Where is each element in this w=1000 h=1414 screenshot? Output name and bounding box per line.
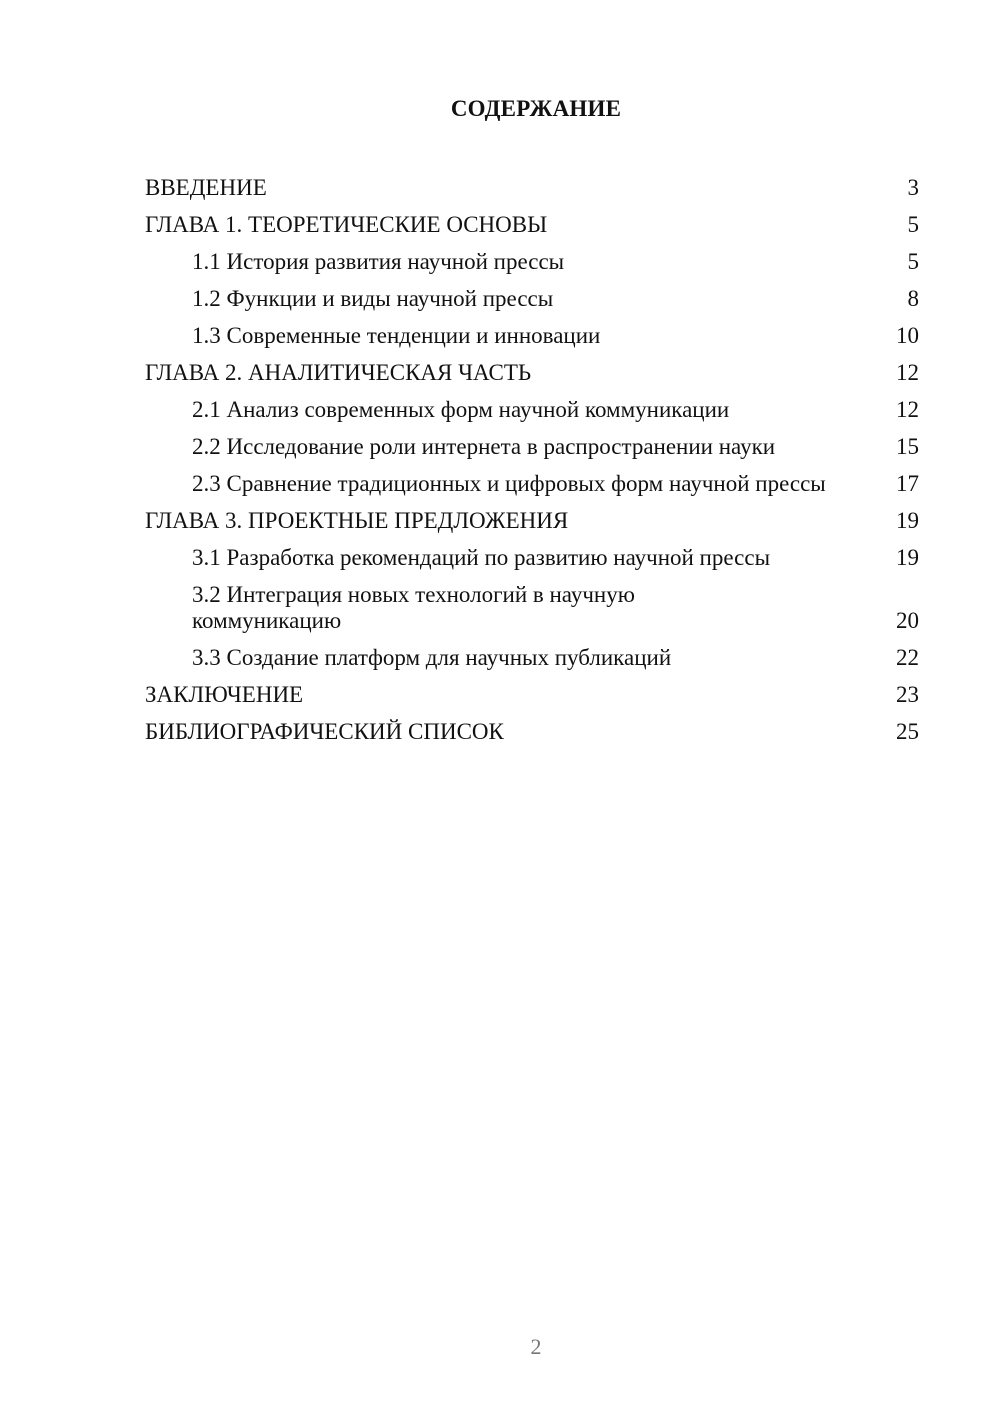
toc-entry-section-3-1[interactable] [145, 540, 919, 577]
toc-entry-chapter-3[interactable] [145, 503, 919, 540]
toc-entry-label: 2.2 Исследование роли интернета в распространении науки [192, 434, 776, 459]
toc-entry-page: 5 [907, 212, 919, 237]
toc-entry-label: 1.3 Современные тенденции и инновации [192, 323, 601, 348]
toc-entry-section-3-3[interactable] [145, 640, 919, 677]
toc-entry-page: 17 [896, 471, 919, 496]
toc-entry-page: 22 [896, 645, 919, 670]
toc-entry-page: 3 [907, 175, 919, 200]
toc-entry-page: 12 [896, 397, 919, 422]
toc-entry-label: 2.1 Анализ современных форм научной коммуникации [192, 397, 730, 422]
toc-entry-label: ГЛАВА 1. ТЕОРЕТИЧЕСКИЕ ОСНОВЫ [145, 212, 548, 237]
toc-entry-label: 3.1 Разработка рекомендаций по развитию научной прессы [192, 545, 771, 570]
toc-entry-label: ГЛАВА 3. ПРОЕКТНЫЕ ПРЕДЛОЖЕНИЯ [145, 508, 569, 533]
page-title: СОДЕРЖАНИЕ [450, 96, 622, 121]
toc-entry-page: 5 [907, 249, 919, 274]
toc-entry-label: 3.3 Создание платформ для научных публикаций [192, 645, 672, 670]
toc-entry-section-3-2[interactable] [145, 577, 919, 640]
toc-entry-introduction[interactable] [145, 170, 919, 207]
toc-entry-section-2-3[interactable] [145, 466, 919, 503]
toc-entry-section-1-3[interactable] [145, 318, 919, 355]
toc-entry-section-2-2[interactable] [145, 429, 919, 466]
toc-entry-label: 1.1 История развития научной прессы [192, 249, 565, 274]
toc-entry-section-1-1[interactable] [145, 244, 919, 281]
toc-entry-label: ГЛАВА 2. АНАЛИТИЧЕСКАЯ ЧАСТЬ [145, 360, 532, 385]
toc-entry-label: 1.2 Функции и виды научной прессы [192, 286, 554, 311]
toc-entry-chapter-2[interactable] [145, 355, 919, 392]
toc-entry-label: БИБЛИОГРАФИЧЕСКИЙ СПИСОК [145, 719, 504, 744]
page-number: 2 [530, 1334, 542, 1359]
toc-entry-page: 12 [896, 360, 919, 385]
toc-entry-label: 3.2 Интеграция новых технологий в научную коммуникацию [192, 582, 635, 633]
toc-entry-label: 2.3 Сравнение традиционных и цифровых форм научной прессы [192, 471, 826, 496]
toc-entry-label: ЗАКЛЮЧЕНИЕ [145, 682, 304, 707]
toc-entry-section-1-2[interactable] [145, 281, 919, 318]
toc-entry-page: 23 [896, 682, 919, 707]
toc-entry-page: 10 [896, 323, 919, 348]
toc-entry-section-2-1[interactable] [145, 392, 919, 429]
toc-entry-page: 25 [896, 719, 919, 744]
table-of-contents [145, 170, 919, 751]
toc-entry-page: 8 [907, 286, 919, 311]
toc-entry-page: 19 [896, 508, 919, 533]
toc-entry-chapter-1[interactable] [145, 207, 919, 244]
toc-entry-bibliography[interactable] [145, 714, 919, 751]
toc-entry-page: 19 [896, 545, 919, 570]
toc-entry-page: 20 [896, 608, 919, 633]
toc-entry-label: ВВЕДЕНИЕ [145, 175, 267, 200]
toc-entry-page: 15 [896, 434, 919, 459]
toc-entry-conclusion[interactable] [145, 677, 919, 714]
